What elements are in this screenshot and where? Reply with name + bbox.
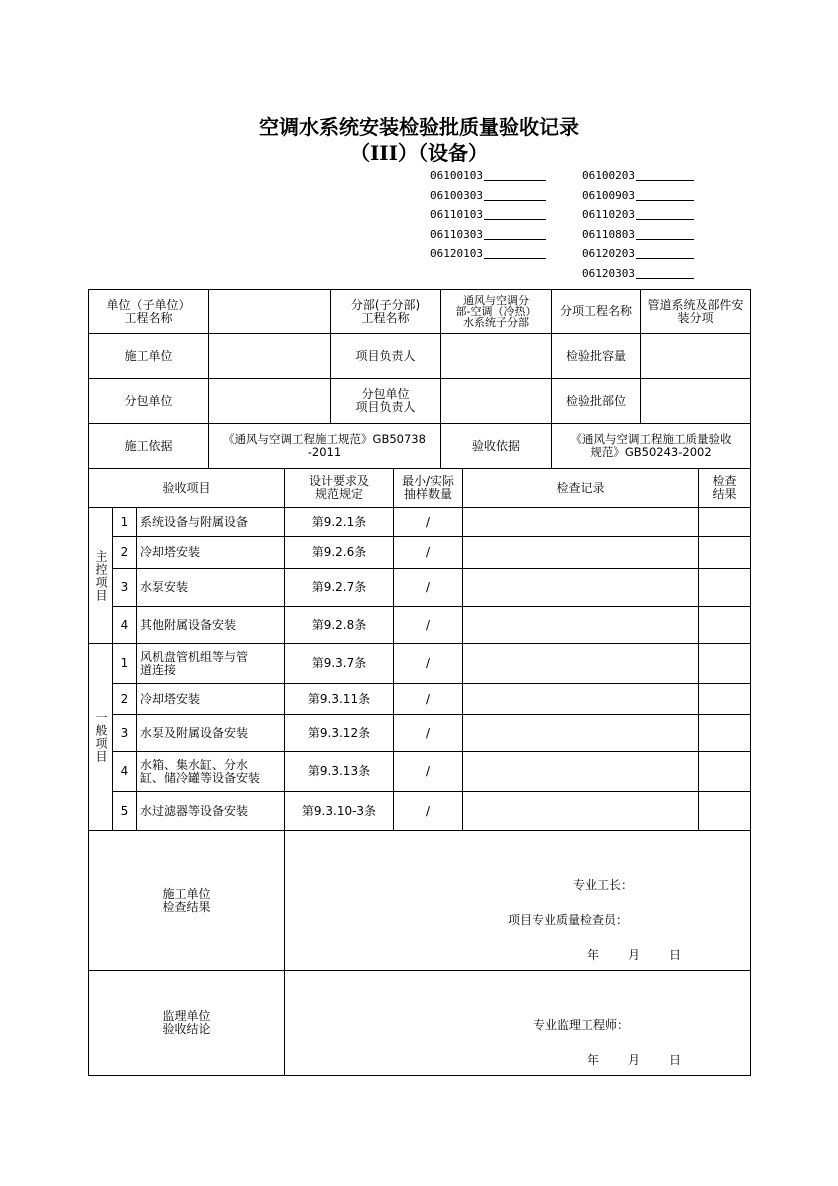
- code-blank[interactable]: [484, 168, 546, 181]
- main-row-name: 系统设备与附属设备: [140, 514, 249, 529]
- code-right-3: 06110203: [582, 207, 694, 223]
- main-row-clause: 第9.2.6条: [311, 545, 367, 559]
- main-row-clause: 第9.2.1条: [311, 514, 367, 529]
- main-row-record[interactable]: [463, 508, 698, 536]
- supervisor-check-label: 监理单位 验收结论: [162, 1009, 211, 1036]
- general-row-record[interactable]: [463, 684, 698, 714]
- code-blank[interactable]: [636, 168, 694, 181]
- general-row-no: 1: [120, 656, 129, 670]
- col-requirement-header: 设计要求及 规范规定: [308, 474, 369, 501]
- code-right-6: 06120303: [582, 266, 694, 282]
- general-row-sample[interactable]: /: [425, 803, 431, 818]
- general-row-result[interactable]: [699, 752, 750, 791]
- main-row-record[interactable]: [463, 537, 698, 568]
- general-row-name: 水箱、集水缸、分水 缸、储冷罐等设备安装: [140, 757, 261, 785]
- code-blank[interactable]: [484, 246, 546, 259]
- acceptance-basis-value: 《通风与空调工程施工质量验收 规范》GB50243-2002: [570, 432, 732, 459]
- subcontractor-field[interactable]: [209, 379, 330, 423]
- general-row-sample[interactable]: /: [425, 764, 431, 778]
- batch-location-field[interactable]: [641, 379, 750, 423]
- batch-capacity-label: 检验批容量: [565, 348, 626, 363]
- main-row-result[interactable]: [699, 569, 750, 606]
- subitem-name-value[interactable]: 管道系统及部件安 装分项: [647, 297, 744, 325]
- subitem-name-label: 分项工程名称: [559, 304, 632, 318]
- general-row-record[interactable]: [463, 792, 698, 830]
- main-row-no: 2: [120, 545, 129, 559]
- code-blank[interactable]: [636, 246, 694, 259]
- acceptance-basis-label: 验收依据: [471, 438, 520, 453]
- col-item-header: 验收项目: [162, 480, 211, 495]
- main-row-sample[interactable]: /: [425, 545, 431, 559]
- general-row-clause: 第9.3.12条: [307, 725, 371, 740]
- general-row-name: 冷却塔安装: [140, 691, 201, 706]
- unit-name-label: 单位（子单位） 工程名称: [106, 297, 191, 325]
- contractor-year: 年: [587, 948, 600, 962]
- batch-location-label: 检验批部位: [565, 393, 626, 408]
- col-record-header: 检查记录: [556, 480, 605, 495]
- general-row-name: 水过滤器等设备安装: [140, 803, 249, 818]
- title-line-2: （III）（设备）: [349, 141, 489, 165]
- sub-pm-label: 分包单位 项目负责人: [355, 387, 416, 414]
- general-row-result[interactable]: [699, 644, 750, 683]
- general-row-clause: 第9.3.13条: [307, 764, 371, 778]
- code-right-1: 06100203: [582, 168, 694, 184]
- division-name-label: 分部(子分部) 工程名称: [350, 297, 421, 325]
- main-items-group-label: 主控项目: [94, 549, 108, 602]
- supervisor-day: 日: [669, 1053, 682, 1067]
- construction-basis-value: 《通风与空调工程施工规范》GB50738 -2011: [223, 432, 426, 459]
- general-row-clause: 第9.3.7条: [311, 656, 367, 670]
- main-row-result[interactable]: [699, 607, 750, 643]
- code-right-4: 06110803: [582, 227, 694, 243]
- unit-name-field[interactable]: [209, 290, 330, 333]
- main-row-sample[interactable]: /: [425, 514, 431, 529]
- code-blank[interactable]: [484, 227, 546, 240]
- contractor-month: 月: [628, 948, 641, 962]
- construction-basis-label: 施工依据: [124, 438, 173, 453]
- main-row-sample[interactable]: /: [425, 617, 431, 632]
- main-row-result[interactable]: [699, 537, 750, 568]
- general-row-name: 风机盘管机组等与管 道连接: [140, 649, 249, 677]
- general-row-name: 水泵及附属设备安装: [140, 725, 249, 740]
- general-row-result[interactable]: [699, 684, 750, 714]
- quality-inspector-label: 项目专业质量检查员：: [508, 913, 629, 927]
- main-row-sample[interactable]: /: [425, 580, 431, 594]
- main-row-no: 3: [120, 580, 129, 594]
- code-right-2: 06100903: [582, 188, 694, 204]
- general-row-record[interactable]: [463, 752, 698, 791]
- pm-label: 项目负责人: [355, 348, 416, 363]
- code-left-5: 06120103: [430, 246, 546, 262]
- title-line-1: 空调水系统安装检验批质量验收记录: [259, 115, 579, 139]
- general-row-no: 4: [120, 764, 129, 778]
- general-row-sample[interactable]: /: [425, 725, 431, 740]
- contractor-day: 日: [669, 948, 682, 962]
- code-blank[interactable]: [484, 207, 546, 220]
- main-row-no: 4: [120, 617, 129, 632]
- main-row-record[interactable]: [463, 569, 698, 606]
- pm-field[interactable]: [441, 334, 551, 378]
- page-title: [0, 114, 838, 166]
- batch-capacity-field[interactable]: [641, 334, 750, 378]
- code-blank[interactable]: [636, 207, 694, 220]
- code-left-3: 06110103: [430, 207, 546, 223]
- col-sampling-header: 最小/实际 抽样数量: [401, 474, 455, 501]
- code-left-4: 06110303: [430, 227, 546, 243]
- supervising-engineer-label: 专业监理工程师：: [533, 1018, 630, 1032]
- contractor-check-label: 施工单位 检查结果: [162, 886, 211, 914]
- general-row-no: 5: [120, 803, 129, 818]
- main-row-name: 水泵安装: [140, 580, 189, 594]
- code-blank[interactable]: [636, 188, 694, 201]
- general-row-result[interactable]: [699, 715, 750, 751]
- general-row-result[interactable]: [699, 792, 750, 830]
- code-left-2: 06100303: [430, 188, 546, 204]
- sub-pm-field[interactable]: [441, 379, 551, 423]
- general-row-no: 3: [120, 725, 129, 740]
- contractor-field[interactable]: [209, 334, 330, 378]
- general-row-record[interactable]: [463, 644, 698, 683]
- main-row-no: 1: [120, 514, 129, 529]
- general-row-no: 2: [120, 691, 129, 706]
- general-row-record[interactable]: [463, 715, 698, 751]
- general-row-clause: 第9.3.11条: [307, 691, 371, 706]
- main-row-clause: 第9.2.8条: [311, 617, 367, 632]
- division-name-value[interactable]: 通风与空调分 部-空调（冷热） 水系统子分部: [455, 294, 537, 329]
- main-row-name: 其他附属设备安装: [140, 617, 237, 632]
- col-result-header: 检查 结果: [712, 474, 737, 501]
- supervisor-year: 年: [587, 1053, 600, 1067]
- code-left-1: 06100103: [430, 168, 546, 184]
- foreman-label: 专业工长：: [573, 878, 634, 892]
- general-items-group-label: 一般项目: [94, 711, 108, 763]
- supervisor-month: 月: [628, 1053, 641, 1067]
- main-row-name: 冷却塔安装: [140, 545, 201, 559]
- main-row-result[interactable]: [699, 508, 750, 536]
- code-blank[interactable]: [484, 188, 546, 201]
- main-row-clause: 第9.2.7条: [311, 580, 367, 594]
- contractor-label: 施工单位: [124, 348, 173, 363]
- code-blank[interactable]: [636, 227, 694, 240]
- code-blank[interactable]: [636, 266, 694, 279]
- general-row-sample[interactable]: /: [425, 656, 431, 670]
- code-right-5: 06120203: [582, 246, 694, 262]
- general-row-sample[interactable]: /: [425, 691, 431, 706]
- subcontractor-label: 分包单位: [124, 393, 173, 408]
- general-row-clause: 第9.3.10-3条: [301, 803, 377, 818]
- main-row-record[interactable]: [463, 607, 698, 643]
